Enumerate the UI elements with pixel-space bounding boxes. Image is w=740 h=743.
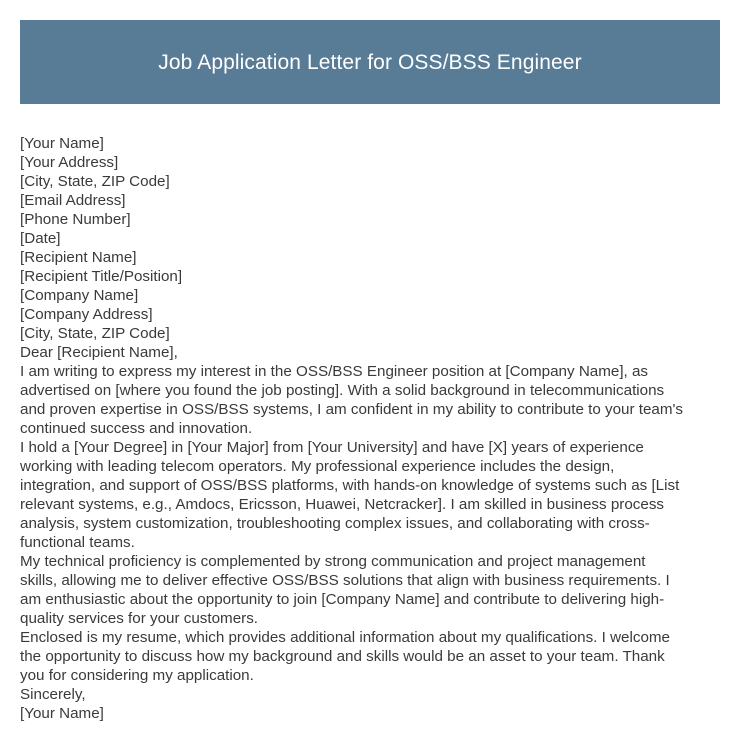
sender-phone: [Phone Number] — [20, 211, 131, 228]
signature-name: [Your Name] — [20, 705, 104, 722]
paragraph-line: the opportunity to discuss how my background and skills would be an asset to your team. Thank — [20, 648, 665, 665]
sender-email: [Email Address] — [20, 192, 126, 209]
paragraph-line: am enthusiastic about the opportunity to join [Company Name] and contribute to delivering high- — [20, 591, 665, 608]
paragraph-intro — [20, 362, 720, 438]
recipient-title: [Recipient Title/Position] — [20, 268, 183, 285]
recipient-name: [Recipient Name] — [20, 249, 137, 266]
paragraph-closing — [20, 628, 720, 685]
paragraph-line: quality services for your customers. — [20, 610, 259, 627]
paragraph-line: integration, and support of OSS/BSS platforms, with hands-on knowledge of systems such as [List — [20, 477, 680, 494]
page-title: Job Application Letter for OSS/BSS Engineer — [158, 50, 582, 74]
paragraph-line: My technical proficiency is complemented by strong communication and project management — [20, 553, 646, 570]
sender-city-state-zip: [City, State, ZIP Code] — [20, 173, 170, 190]
paragraph-line: continued success and innovation. — [20, 420, 253, 437]
recipient-city-state-zip: [City, State, ZIP Code] — [20, 325, 170, 342]
paragraph-skills — [20, 552, 720, 628]
paragraph-line: analysis, system customization, troubleshooting complex issues, and collaborating with cross- — [20, 515, 650, 532]
letter-body — [20, 134, 720, 723]
recipient-address: [Company Address] — [20, 306, 153, 323]
paragraph-line: relevant systems, e.g., Amdocs, Ericsson, Huawei, Netcracker]. I am skilled in business process — [20, 496, 665, 513]
recipient-company: [Company Name] — [20, 287, 139, 304]
letter-header-banner — [20, 20, 720, 104]
salutation: Dear [Recipient Name], — [20, 344, 178, 361]
paragraph-line: and proven expertise in OSS/BSS systems, I am confident in my ability to contribute to your team's — [20, 401, 684, 418]
paragraph-line: you for considering my application. — [20, 667, 254, 684]
closing: Sincerely, — [20, 686, 86, 703]
sender-address: [Your Address] — [20, 154, 119, 171]
paragraph-line: working with leading telecom operators. My professional experience includes the design, — [20, 458, 615, 475]
paragraph-line: advertised on [where you found the job posting]. With a solid background in telecommunications — [20, 382, 665, 399]
paragraph-line: I hold a [Your Degree] in [Your Major] from [Your University] and have [X] years of experience — [20, 439, 644, 456]
paragraph-line: I am writing to express my interest in the OSS/BSS Engineer position at [Company Name], as — [20, 363, 649, 380]
paragraph-line: functional teams. — [20, 534, 135, 551]
letter-date: [Date] — [20, 230, 61, 247]
paragraph-experience — [20, 438, 720, 552]
paragraph-line: skills, allowing me to deliver effective OSS/BSS solutions that align with business requirements. I — [20, 572, 670, 589]
paragraph-line: Enclosed is my resume, which provides additional information about my qualifications. I welcome — [20, 629, 670, 646]
sender-name: [Your Name] — [20, 135, 104, 152]
